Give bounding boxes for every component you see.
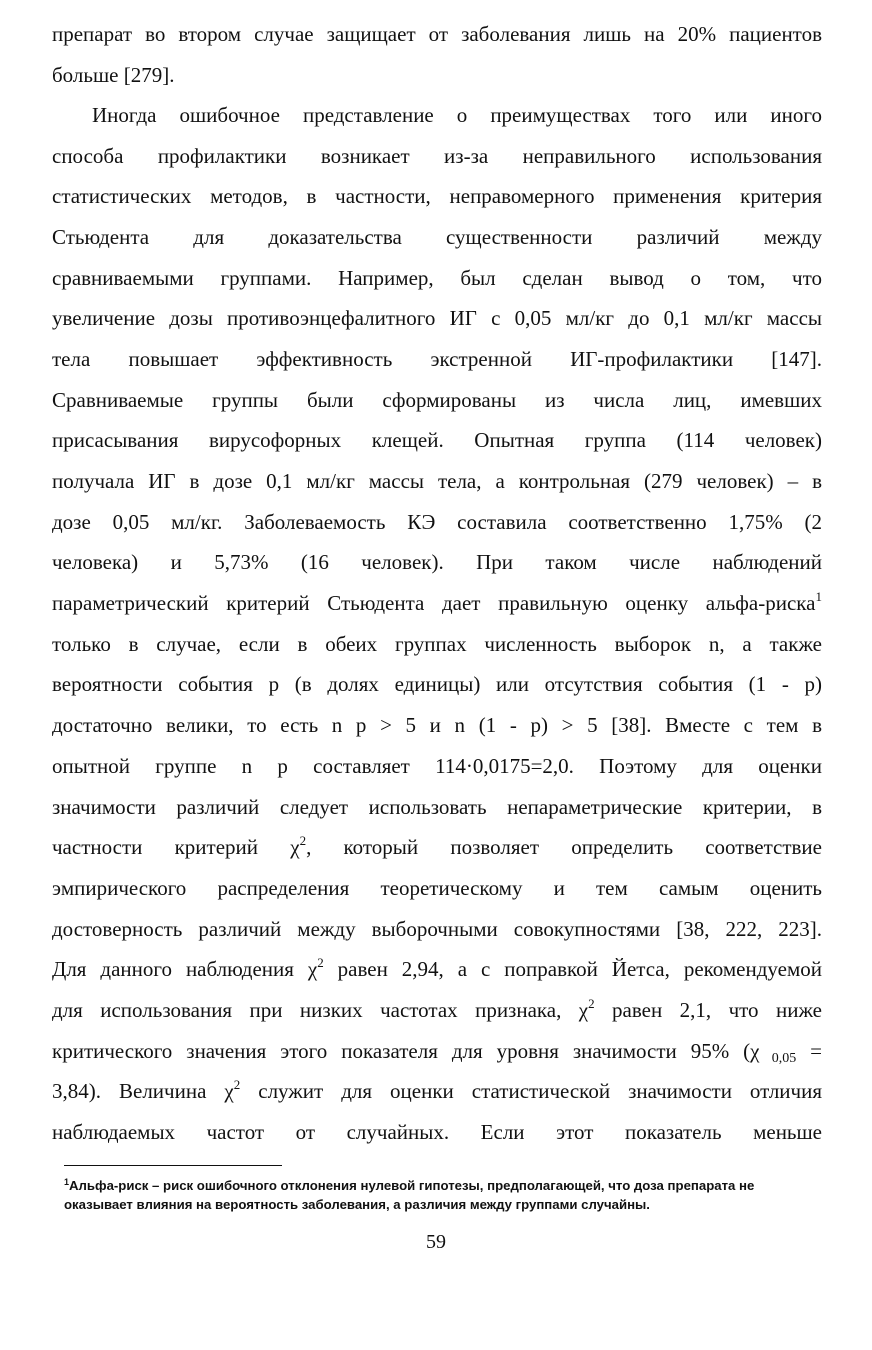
text-line: эмпирического распределения теоретическому и тем самым оценить xyxy=(52,876,822,900)
footnote-mark: 1 xyxy=(64,1177,70,1187)
text-line: сравниваемыми группами. Например, был сделан вывод о том, что xyxy=(52,266,822,290)
text-line: вероятности события p (в долях единицы) или отсутствия события (1 - p) xyxy=(52,672,822,696)
footnote-text: Альфа-риск – риск ошибочного отклонения нулевой гипотезы, предполагающей, что доза препарата не xyxy=(69,1178,755,1193)
text-line: наблюдаемых частот от случайных. Если этот показатель меньше xyxy=(52,1120,822,1144)
text-line-with-footnote-ref xyxy=(52,590,822,619)
paragraph-first-line: Иногда ошибочное представление о преимуществах того или иного xyxy=(92,103,822,127)
superscript: 2 xyxy=(299,833,307,848)
line-text: частности критерий χ xyxy=(52,835,300,859)
line-text: 3,84). Величина χ xyxy=(52,1079,234,1103)
footnote-reference: 1 xyxy=(815,589,822,604)
text-line: присасывания вирусофорных клещей. Опытная группа (114 человек) xyxy=(52,428,822,452)
line-text: Для данного наблюдения χ xyxy=(52,957,318,981)
text-line: тела повышает эффективность экстренной ИГ-профилактики [147]. xyxy=(52,347,822,371)
footnote-separator xyxy=(64,1165,282,1166)
text-line: человека) и 5,73% (16 человек). При таком числе наблюдений xyxy=(52,550,822,574)
text-line-chi-square xyxy=(52,997,822,1026)
superscript: 2 xyxy=(588,996,595,1011)
superscript: 2 xyxy=(233,1077,241,1092)
line-text: равен 2,94, а с поправкой Йетса, рекомендуемой xyxy=(323,957,822,981)
line-text: = xyxy=(796,1039,823,1063)
line-text: , который позволяет определить соответствие xyxy=(306,835,822,859)
line-text: критического значения этого показателя для уровня значимости 95% (χ xyxy=(52,1039,760,1063)
subscript: 0,05 xyxy=(759,1051,797,1066)
line-text: для использования при низких частотах признака, χ xyxy=(52,998,589,1022)
text-line-chi-critical xyxy=(52,1038,822,1068)
text-line-chi-square xyxy=(52,1078,822,1107)
line-text: параметрический критерий Стьюдента дает правильную оценку альфа-риска xyxy=(52,591,816,615)
text-line-chi-square xyxy=(52,956,822,985)
text-line: способа профилактики возникает из-за неправильного использования xyxy=(52,144,822,168)
text-line: Сравниваемые группы были сформированы из числа лиц, имевших xyxy=(52,388,822,412)
text-line: увеличение дозы противоэнцефалитного ИГ с 0,05 мл/кг до 0,1 мл/кг массы xyxy=(52,306,822,330)
text-line: Стьюдента для доказательства существенности различий между xyxy=(52,225,822,249)
text-line: больше [279]. xyxy=(52,63,175,87)
line-text: служит для оценки статистической значимости отличия xyxy=(240,1079,822,1103)
footnote-line: оказывает влияния на вероятность заболевания, а различия между группами случайны. xyxy=(64,1197,650,1212)
text-line: опытной группе n p составляет 114·0,0175=2,0. Поэтому для оценки xyxy=(52,754,822,778)
text-line: только в случае, если в обеих группах численность выборок n, а также xyxy=(52,632,822,656)
footnote-line xyxy=(64,1177,824,1196)
text-line: получала ИГ в дозе 0,1 мл/кг массы тела, а контрольная (279 человек) – в xyxy=(52,469,822,493)
text-line: препарат во втором случае защищает от заболевания лишь на 20% пациентов xyxy=(52,22,822,46)
text-line: значимости различий следует использовать непараметрические критерии, в xyxy=(52,795,822,819)
page-number: 59 xyxy=(426,1231,446,1253)
superscript: 2 xyxy=(317,955,324,970)
text-line-chi-square xyxy=(52,834,822,863)
line-text: равен 2,1, что ниже xyxy=(594,998,823,1022)
text-line: статистических методов, в частности, неправомерного применения критерия xyxy=(52,184,822,208)
text-line: дозе 0,05 мл/кг. Заболеваемость КЭ составила соответственно 1,75% (2 xyxy=(52,510,822,534)
text-line: достоверность различий между выборочными совокупностями [38, 222, 223]. xyxy=(52,917,822,941)
text-line: достаточно велики, то есть n p > 5 и n (1 - p) > 5 [38]. Вместе с тем в xyxy=(52,713,822,737)
